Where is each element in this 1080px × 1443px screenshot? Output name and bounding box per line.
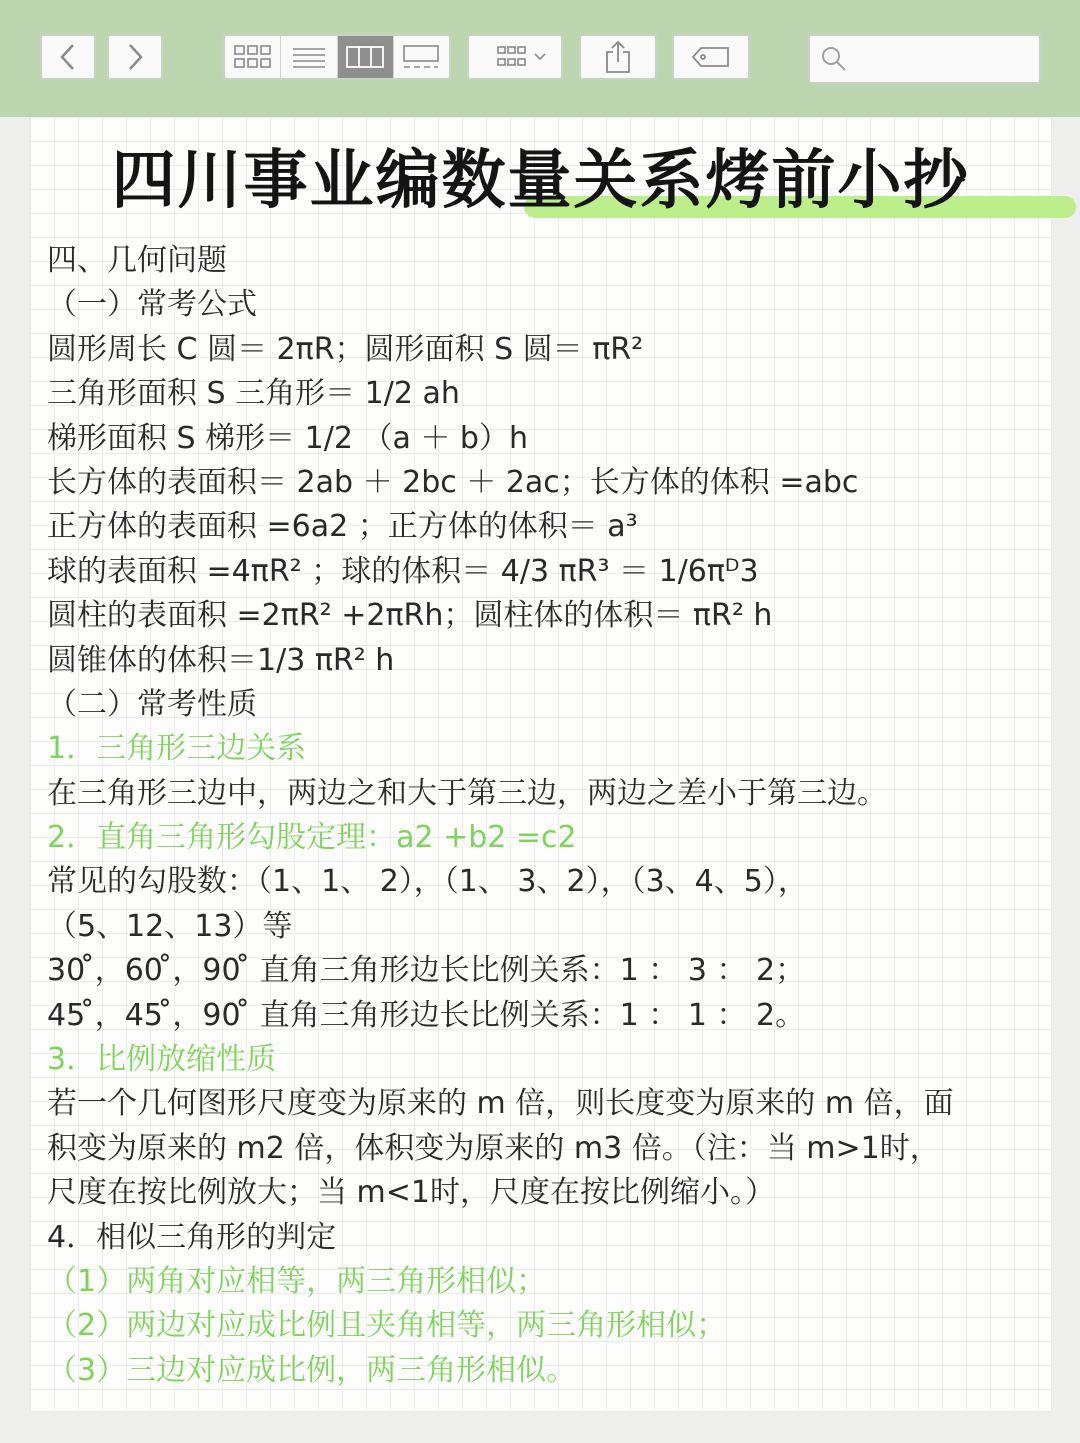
- note-line: 4．相似三角形的判定: [47, 1219, 337, 1255]
- note-line: 四、几何问题: [47, 243, 227, 278]
- share-button[interactable]: [579, 34, 657, 80]
- note-line: 在三角形三边中，两边之和大于第三边，两边之差小于第三边。: [47, 775, 887, 811]
- tag-button[interactable]: [672, 34, 750, 80]
- note-line: 30 ̊，60 ̊，90 ̊ 直角三角形边长比例关系：1 ： 3 ： 2；: [47, 953, 806, 989]
- note-line: 圆形周长 C 圆＝ 2πR；圆形面积 S 圆＝ πR²: [47, 331, 644, 367]
- note-line: 积变为原来的 m2 倍，体积变为原来的 m3 倍。（注：当 m>1时，: [47, 1130, 940, 1166]
- section-heading: 3．比例放缩性质: [47, 1042, 277, 1078]
- share-icon: [603, 40, 633, 74]
- title-block: [30, 141, 1051, 221]
- criterion-item: （2）两边对应成比例且夹角相等，两三角形相似；: [47, 1308, 727, 1344]
- group-by-icon: [480, 44, 550, 70]
- note-line: 若一个几何图形尺度变为原来的 m 倍，则长度变为原来的 m 倍，面: [47, 1086, 954, 1122]
- column-view-button[interactable]: [338, 36, 394, 78]
- forward-button[interactable]: [107, 34, 163, 80]
- note-line: （二）常考性质: [47, 686, 257, 722]
- note-line: 常见的勾股数：（1、1、 2），（1、 3、2），（3、4、5），: [47, 864, 808, 900]
- gallery-view-icon: [401, 44, 441, 70]
- note-line: 长方体的表面积＝ 2ab ＋ 2bc ＋ 2ac；长方体的体积 =abc: [47, 464, 859, 500]
- note-line: （一）常考公式: [47, 287, 257, 323]
- criterion-item: （1）两角对应相等，两三角形相似；: [47, 1263, 547, 1299]
- note-line: 圆柱的表面积 =2πR² +2πRh；圆柱体的体积＝ πR² h: [47, 598, 773, 634]
- gallery-view-button[interactable]: [394, 36, 449, 78]
- list-view-icon: [291, 44, 327, 70]
- grid-view-button[interactable]: [225, 36, 281, 78]
- note-line: 正方体的表面积 =6a2 ；正方体的体积＝ a³: [47, 509, 638, 545]
- note-line: 尺度在按比例放大；当 m<1时，尺度在按比例缩小。）: [47, 1175, 775, 1211]
- section-heading: 2．直角三角形勾股定理：a2 +b2 =c2: [47, 820, 577, 856]
- note-line: 圆锥体的体积＝1/3 πR² h: [47, 642, 395, 678]
- section-heading: 1．三角形三边关系: [47, 731, 307, 767]
- note-line: 梯形面积 S 梯形＝ 1/2 （a ＋ b）h: [47, 420, 528, 456]
- back-button[interactable]: [40, 34, 96, 80]
- search-field[interactable]: [808, 34, 1041, 84]
- note-line: 45 ̊，45 ̊，90 ̊ 直角三角形边长比例关系：1 ： 1 ： 2。: [47, 997, 806, 1033]
- toolbar: [0, 0, 1080, 117]
- note-title: 四川事业编数量关系烤前小抄: [111, 144, 970, 218]
- criterion-item: （3）三边对应成比例，两三角形相似。: [47, 1352, 577, 1388]
- search-icon: [820, 45, 848, 73]
- note-line: 三角形面积 S 三角形＝ 1/2 ah: [47, 376, 460, 412]
- note-title-wrapper: [112, 141, 970, 221]
- column-view-icon: [345, 44, 385, 70]
- chevron-left-icon: [58, 42, 78, 72]
- tag-icon: [691, 45, 731, 69]
- list-view-button[interactable]: [281, 36, 337, 78]
- note-line: （5、12、13）等: [47, 908, 293, 944]
- note-body: [47, 239, 1047, 1393]
- note-paper: [30, 117, 1051, 1411]
- group-by-button[interactable]: [467, 34, 563, 80]
- view-mode-selector: [223, 34, 451, 80]
- search-input[interactable]: [856, 46, 1039, 73]
- grid-view-icon: [233, 44, 273, 70]
- note-line: 球的表面积 =4πR² ；球的体积＝ 4/3 πR³ ＝ 1/6πᴰ3: [47, 553, 759, 589]
- chevron-right-icon: [125, 42, 145, 72]
